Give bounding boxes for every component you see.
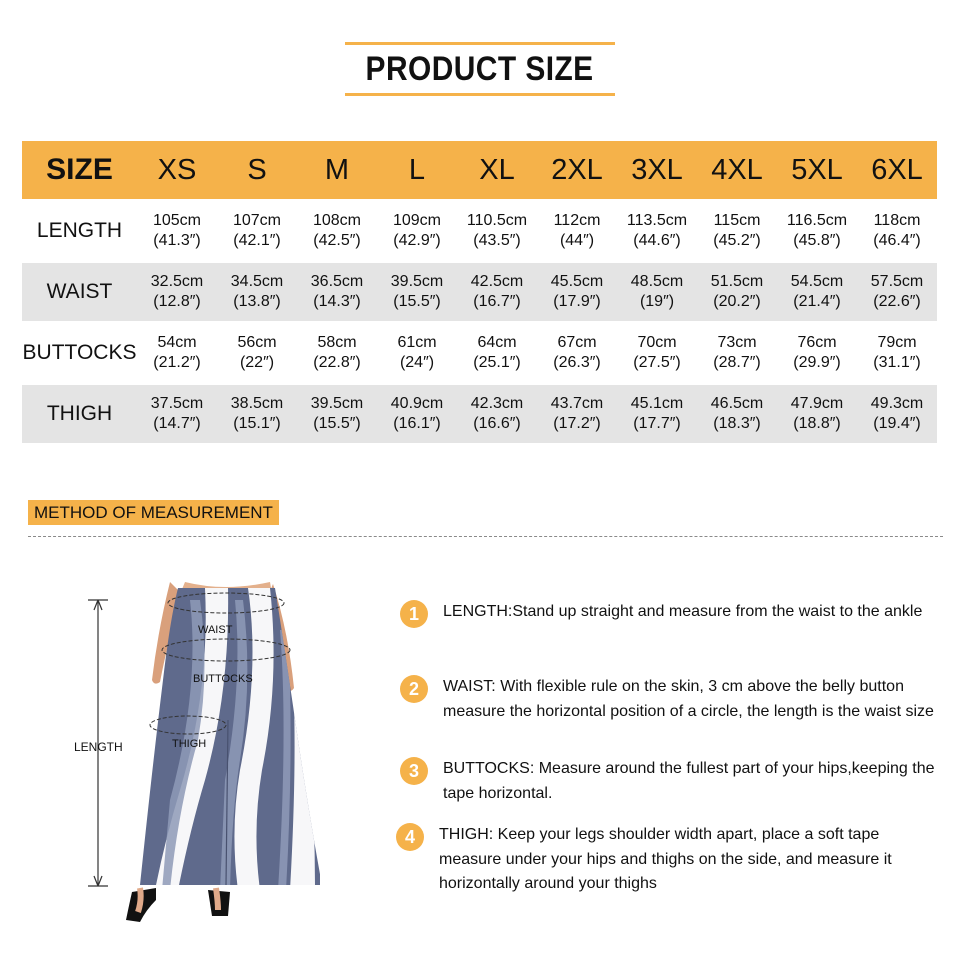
size-value-cell bbox=[217, 324, 297, 382]
value-inches: (27.5″) bbox=[633, 354, 681, 371]
row-label: LENGTH bbox=[36, 219, 123, 242]
size-value-cell bbox=[297, 263, 377, 321]
value-inches: (22.6″) bbox=[873, 293, 921, 310]
value-cm: 36.5cm bbox=[310, 273, 364, 290]
value-cm: 76cm bbox=[797, 334, 837, 351]
value-inches: (15.5″) bbox=[393, 293, 441, 310]
value-inches: (29.9″) bbox=[793, 354, 841, 371]
size-value-cell bbox=[617, 202, 697, 260]
size-value-cell bbox=[457, 324, 537, 382]
value-inches: (14.3″) bbox=[313, 293, 361, 310]
value-cm: 38.5cm bbox=[230, 395, 284, 412]
value-cm: 113.5cm bbox=[626, 212, 688, 229]
value-cm: 42.3cm bbox=[470, 395, 524, 412]
size-value-cell bbox=[137, 202, 217, 260]
skirt-figure bbox=[60, 570, 320, 930]
value-inches: (44″) bbox=[559, 232, 595, 249]
value-cm: 49.3cm bbox=[870, 395, 924, 412]
step-text: BUTTOCKS: Measure around the fullest part of your hips,keeping the tape horizontal. bbox=[443, 760, 935, 802]
size-value-cell bbox=[537, 324, 617, 382]
size-value-cell bbox=[857, 385, 937, 443]
value-cm: 46.5cm bbox=[710, 395, 764, 412]
value-inches: (17.7″) bbox=[633, 415, 681, 432]
value-cm: 73cm bbox=[717, 334, 757, 351]
table-row bbox=[22, 263, 937, 321]
size-header-cell: 6XL bbox=[857, 141, 937, 199]
value-cm: 37.5cm bbox=[150, 395, 204, 412]
size-value-cell bbox=[457, 202, 537, 260]
value-inches: (42.1″) bbox=[233, 232, 281, 249]
value-inches: (46.4″) bbox=[873, 232, 921, 249]
value-cm: 56cm bbox=[237, 334, 277, 351]
size-value-cell bbox=[777, 202, 857, 260]
value-inches: (24″) bbox=[399, 354, 435, 371]
size-header-cell: XL bbox=[457, 141, 537, 199]
step-number-badge: 1 bbox=[400, 600, 428, 628]
size-value-cell bbox=[777, 385, 857, 443]
value-inches: (15.1″) bbox=[233, 415, 281, 432]
size-value-cell bbox=[617, 263, 697, 321]
dashed-divider bbox=[28, 536, 943, 537]
value-inches: (21.4″) bbox=[793, 293, 841, 310]
size-value-cell bbox=[777, 263, 857, 321]
size-value-cell bbox=[137, 385, 217, 443]
size-value-cell bbox=[297, 385, 377, 443]
value-inches: (18.8″) bbox=[793, 415, 841, 432]
value-cm: 48.5cm bbox=[630, 273, 684, 290]
size-value-cell bbox=[297, 202, 377, 260]
size-value-cell bbox=[297, 324, 377, 382]
size-value-cell bbox=[377, 324, 457, 382]
table-row bbox=[22, 324, 937, 382]
value-inches: (41.3″) bbox=[153, 232, 201, 249]
size-value-cell bbox=[137, 263, 217, 321]
value-inches: (26.3″) bbox=[553, 354, 601, 371]
value-cm: 54cm bbox=[157, 334, 197, 351]
value-inches: (19″) bbox=[639, 293, 675, 310]
step-text: LENGTH:Stand up straight and measure from the waist to the ankle bbox=[443, 603, 923, 620]
value-cm: 116.5cm bbox=[786, 212, 848, 229]
value-cm: 40.9cm bbox=[390, 395, 444, 412]
size-value-cell bbox=[857, 324, 937, 382]
value-inches: (31.1″) bbox=[873, 354, 921, 371]
value-cm: 64cm bbox=[477, 334, 517, 351]
size-value-cell bbox=[537, 263, 617, 321]
value-inches: (25.1″) bbox=[473, 354, 521, 371]
value-cm: 45.1cm bbox=[630, 395, 684, 412]
value-inches: (45.8″) bbox=[793, 232, 841, 249]
value-inches: (18.3″) bbox=[713, 415, 761, 432]
value-cm: 107cm bbox=[232, 212, 282, 229]
value-cm: 70cm bbox=[637, 334, 677, 351]
figure-label-waist: WAIST bbox=[198, 624, 233, 636]
value-inches: (45.2″) bbox=[713, 232, 761, 249]
size-header-cell: 5XL bbox=[777, 141, 857, 199]
value-inches: (28.7″) bbox=[713, 354, 761, 371]
size-header-label: SIZE bbox=[22, 141, 137, 199]
value-inches: (16.6″) bbox=[473, 415, 521, 432]
value-cm: 105cm bbox=[152, 212, 202, 229]
row-label: WAIST bbox=[22, 263, 137, 321]
size-header-row bbox=[22, 141, 937, 199]
size-value-cell bbox=[217, 202, 297, 260]
size-value-cell bbox=[457, 385, 537, 443]
value-cm: 79cm bbox=[877, 334, 917, 351]
size-value-cell bbox=[377, 263, 457, 321]
size-value-cell bbox=[537, 202, 617, 260]
size-value-cell bbox=[697, 385, 777, 443]
value-cm: 110.5cm bbox=[466, 212, 528, 229]
value-cm: 43.7cm bbox=[550, 395, 604, 412]
size-value-cell bbox=[137, 324, 217, 382]
size-value-cell bbox=[857, 202, 937, 260]
value-inches: (42.9″) bbox=[393, 232, 441, 249]
size-value-cell bbox=[377, 385, 457, 443]
row-label: THIGH bbox=[22, 385, 137, 443]
value-cm: 39.5cm bbox=[310, 395, 364, 412]
value-cm: 47.9cm bbox=[790, 395, 844, 412]
size-header-cell: 4XL bbox=[697, 141, 777, 199]
value-cm: 115cm bbox=[713, 212, 761, 229]
size-value-cell bbox=[857, 263, 937, 321]
size-value-cell bbox=[457, 263, 537, 321]
size-value-cell bbox=[217, 385, 297, 443]
value-cm: 45.5cm bbox=[550, 273, 604, 290]
size-header-cell: S bbox=[217, 141, 297, 199]
size-header-cell: XS bbox=[137, 141, 217, 199]
value-cm: 34.5cm bbox=[230, 273, 284, 290]
step-text: THIGH: Keep your legs shoulder width apart, place a soft tape measure under your hips and thighs on the side, and measure it horizontally around your thighs bbox=[439, 826, 892, 892]
value-inches: (13.8″) bbox=[233, 293, 281, 310]
step-text: WAIST: With flexible rule on the skin, 3 cm above the belly button measure the horizontal position of a circle, the length is the waist size bbox=[443, 678, 934, 720]
value-inches: (17.9″) bbox=[553, 293, 601, 310]
value-inches: (12.8″) bbox=[153, 293, 201, 310]
size-header-cell: L bbox=[377, 141, 457, 199]
size-value-cell bbox=[537, 385, 617, 443]
size-value-cell bbox=[217, 263, 297, 321]
value-inches: (44.6″) bbox=[633, 232, 681, 249]
step-number-badge: 4 bbox=[396, 823, 424, 851]
value-cm: 32.5cm bbox=[150, 273, 204, 290]
value-inches: (22″) bbox=[239, 354, 275, 371]
value-inches: (14.7″) bbox=[153, 415, 201, 432]
size-value-cell bbox=[697, 202, 777, 260]
size-header-cell: 3XL bbox=[617, 141, 697, 199]
size-header-cell: M bbox=[297, 141, 377, 199]
value-inches: (19.4″) bbox=[873, 415, 921, 432]
page-title: PRODUCT SIZE bbox=[365, 49, 595, 88]
value-cm: 51.5cm bbox=[710, 273, 764, 290]
size-chart-table bbox=[22, 138, 937, 446]
value-inches: (16.1″) bbox=[393, 415, 441, 432]
table-row bbox=[22, 202, 937, 260]
value-cm: 118cm bbox=[873, 212, 921, 229]
row-label: BUTTOCKS bbox=[22, 341, 137, 364]
figure-label-length: LENGTH bbox=[74, 740, 123, 754]
value-cm: 42.5cm bbox=[470, 273, 524, 290]
size-value-cell bbox=[377, 202, 457, 260]
section-title-measurement: METHOD OF MEASUREMENT bbox=[28, 500, 279, 525]
value-cm: 39.5cm bbox=[390, 273, 444, 290]
value-cm: 108cm bbox=[312, 212, 362, 229]
value-cm: 61cm bbox=[397, 334, 437, 351]
step-number-badge: 3 bbox=[400, 757, 428, 785]
value-cm: 67cm bbox=[557, 334, 597, 351]
size-value-cell bbox=[777, 324, 857, 382]
size-value-cell bbox=[697, 263, 777, 321]
value-inches: (43.5″) bbox=[473, 232, 521, 249]
table-row bbox=[22, 385, 937, 443]
step-thigh bbox=[396, 823, 941, 897]
step-length bbox=[400, 600, 945, 628]
size-value-cell bbox=[617, 385, 697, 443]
step-buttocks bbox=[400, 757, 945, 806]
value-inches: (16.7″) bbox=[473, 293, 521, 310]
value-inches: (15.5″) bbox=[313, 415, 361, 432]
size-value-cell bbox=[697, 324, 777, 382]
figure-label-thigh: THIGH bbox=[172, 738, 207, 750]
figure-label-buttocks: BUTTOCKS bbox=[193, 673, 253, 685]
value-inches: (17.2″) bbox=[553, 415, 601, 432]
value-inches: (20.2″) bbox=[713, 293, 761, 310]
value-inches: (42.5″) bbox=[313, 232, 361, 249]
step-waist bbox=[400, 675, 945, 724]
value-cm: 58cm bbox=[317, 334, 357, 351]
value-cm: 54.5cm bbox=[790, 273, 844, 290]
title-banner bbox=[345, 42, 615, 96]
size-header-cell: 2XL bbox=[537, 141, 617, 199]
value-cm: 109cm bbox=[392, 212, 442, 229]
value-cm: 112cm bbox=[553, 212, 601, 229]
step-number-badge: 2 bbox=[400, 675, 428, 703]
value-cm: 57.5cm bbox=[870, 273, 924, 290]
size-value-cell bbox=[617, 324, 697, 382]
value-inches: (21.2″) bbox=[153, 354, 201, 371]
value-inches: (22.8″) bbox=[313, 354, 361, 371]
